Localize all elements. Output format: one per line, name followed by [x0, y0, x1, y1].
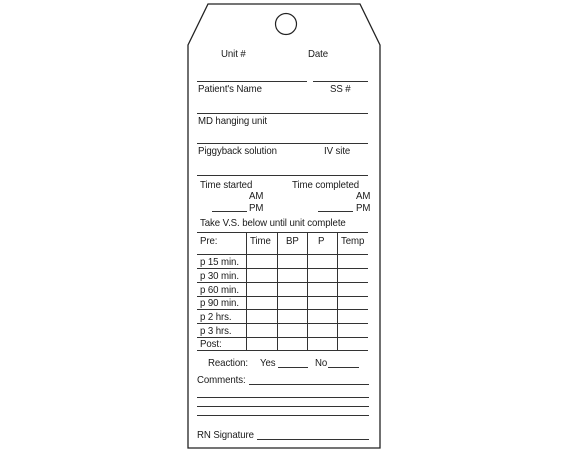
row-30-min: p 30 min. [200, 270, 239, 282]
header-bottom-line [197, 254, 368, 255]
piggyback-label: Piggyback solution [198, 145, 277, 157]
rn-signature-line[interactable] [257, 439, 369, 440]
reaction-label: Reaction: [208, 357, 248, 369]
header-p: P [318, 235, 325, 247]
row-line [197, 268, 368, 269]
comments-label: Comments: [197, 374, 246, 386]
time-completed-label: Time completed [292, 179, 360, 191]
row-15-min: p 15 min. [200, 256, 239, 268]
md-hanging-line[interactable] [197, 143, 368, 144]
time-completed-line[interactable] [318, 211, 353, 212]
header-bp: BP [286, 235, 299, 247]
comments-line[interactable] [197, 415, 369, 416]
ss-label: SS # [330, 83, 351, 95]
row-line [197, 309, 368, 310]
time-started-am: AM [249, 190, 264, 202]
col-divider [307, 232, 308, 350]
patient-name-line[interactable] [197, 113, 368, 114]
header-time: Time [250, 235, 271, 247]
rn-signature-label: RN Signature [197, 429, 254, 441]
row-line [197, 282, 368, 283]
row-90-min: p 90 min. [200, 297, 239, 309]
time-started-label: Time started [200, 179, 253, 191]
piggyback-line[interactable] [197, 175, 368, 176]
time-completed-am: AM [356, 190, 371, 202]
no-line[interactable] [328, 367, 359, 368]
header-temp: Temp [341, 235, 365, 247]
iv-site-label: IV site [324, 145, 351, 157]
row-2-hrs: p 2 hrs. [200, 311, 232, 323]
time-started-line[interactable] [212, 211, 247, 212]
table-top-line [197, 232, 368, 233]
unit-label: Unit # [221, 48, 246, 60]
vitals-instruction: Take V.S. below until unit complete [200, 217, 346, 229]
row-line [197, 337, 368, 338]
yes-label: Yes [260, 357, 276, 369]
row-post: Post: [200, 338, 222, 350]
yes-line[interactable] [278, 367, 308, 368]
table-bottom-line [197, 350, 368, 351]
comments-line[interactable] [197, 406, 369, 407]
col-divider [337, 232, 338, 350]
comments-line[interactable] [197, 397, 369, 398]
time-completed-pm: PM [356, 202, 371, 214]
col-divider [246, 232, 247, 350]
md-hanging-label: MD hanging unit [198, 115, 267, 127]
time-started-pm: PM [249, 202, 264, 214]
no-label: No [315, 357, 328, 369]
patient-name-label: Patient's Name [198, 83, 262, 95]
tag-hole [276, 14, 297, 35]
date-label: Date [308, 48, 329, 60]
row-60-min: p 60 min. [200, 284, 239, 296]
date-line[interactable] [313, 81, 368, 82]
comments-line[interactable] [249, 384, 369, 385]
header-pre: Pre: [200, 235, 218, 247]
col-divider [277, 232, 278, 350]
row-3-hrs: p 3 hrs. [200, 325, 232, 337]
unit-line[interactable] [197, 81, 307, 82]
row-line [197, 323, 368, 324]
